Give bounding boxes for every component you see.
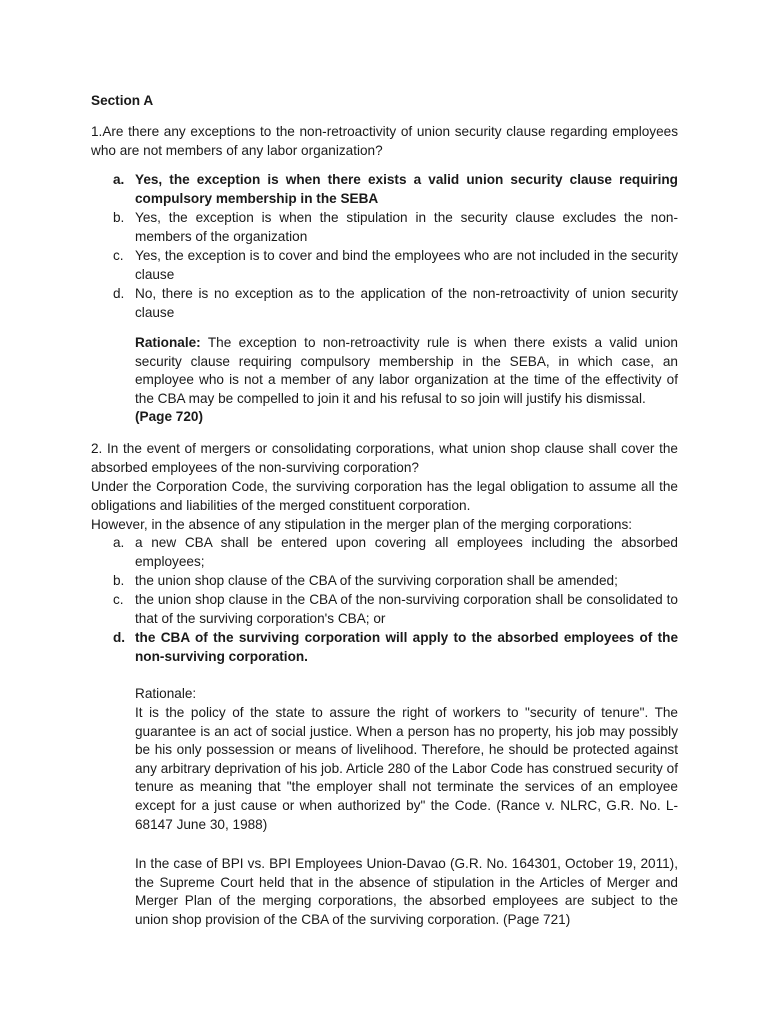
- q2-rationale-label: Rationale:: [135, 686, 197, 701]
- choice-text: Yes, the exception is when there exists a valid union security clause requiring compulsory membership in the SEBA: [135, 172, 678, 206]
- q2-rationale-paragraph-2: In the case of BPI vs. BPI Employees Union-Davao (G.R. No. 164301, October 19, 2011), the Supreme Court held that in the absence of stipulation in the Articles of Merger and Merger Plan of the merging corporations, the absorbed employees are subject to the union shop provision of the CBA of the surviving corporation. (Page 721): [135, 856, 678, 927]
- q1-rationale: [135, 334, 678, 427]
- q1-choice-d: [113, 285, 678, 322]
- choice-label: d.: [113, 286, 125, 301]
- q2-choice-d: [113, 629, 678, 666]
- choice-text: No, there is no exception as to the application of the non-retroactivity of union security clause: [135, 286, 678, 320]
- choice-label: b.: [113, 210, 125, 225]
- choice-label: a.: [113, 172, 125, 187]
- q2-rationale-paragraph-1: It is the policy of the state to assure the right of workers to "security of tenure". The guarantee is an act of social justice. When a person has no property, his job may possibly be his only possession or means of livelihood. Therefore, he should be protected against any arbitrary deprivation of his job. Article 280 of the Labor Code has construed security of tenure as meaning that "the employer shall not terminate the services of an employee except for a just cause or when authorized by" the Code. (Rance v. NLRC, G.R. No. L-68147 June 30, 1988): [135, 705, 678, 832]
- choice-text: Yes, the exception is to cover and bind the employees who are not included in the security clause: [135, 248, 678, 282]
- choice-label: d.: [113, 630, 126, 645]
- choice-label: a.: [113, 535, 125, 550]
- q2-choice-a: [113, 534, 678, 571]
- q2-context: Under the Corporation Code, the surviving corporation has the legal obligation to assume all the obligations and liabilities of the merged constituent corporation.: [91, 479, 678, 513]
- choice-label: c.: [113, 248, 124, 263]
- q2-choice-b: [113, 572, 678, 591]
- choice-text: a new CBA shall be entered upon covering all employees including the absorbed employees;: [135, 535, 678, 569]
- q2-question: 2. In the event of mergers or consolidating corporations, what union shop clause shall cover the absorbed employees of the non-surviving corporation?: [91, 441, 678, 475]
- q1-choice-c: [113, 247, 678, 284]
- choice-text: Yes, the exception is when the stipulation in the security clause excludes the non-members of the organization: [135, 210, 678, 244]
- q2-choice-c: [113, 591, 678, 628]
- q2-intro: However, in the absence of any stipulation in the merger plan of the merging corporations:: [91, 517, 633, 532]
- q1-choice-a: [113, 171, 678, 208]
- rationale-page-ref: (Page 720): [135, 409, 204, 425]
- choice-label: b.: [113, 573, 125, 588]
- rationale-text: The exception to non-retroactivity rule is when there exists a valid union security clause requiring compulsory membership in the SEBA, in which case, an employee who is not a member of any labor organization at the time of the effectivity of the CBA may be compelled to join it and his refusal to so join will justify his dismissal.: [135, 335, 678, 406]
- choice-text: the CBA of the surviving corporation will apply to the absorbed employees of the non-surviving corporation.: [135, 630, 678, 664]
- section-title: Section A: [91, 93, 154, 108]
- choice-label: c.: [113, 592, 124, 607]
- q1-choice-b: [113, 209, 678, 246]
- q1-question: 1.Are there any exceptions to the non-retroactivity of union security clause regarding employees who are not members of any labor organization?: [91, 124, 678, 158]
- choice-text: the union shop clause of the CBA of the surviving corporation shall be amended;: [135, 573, 618, 588]
- rationale-label: Rationale:: [135, 335, 201, 350]
- choice-text: the union shop clause in the CBA of the non-surviving corporation shall be consolidated to that of the surviving corporation's CBA; or: [135, 592, 678, 626]
